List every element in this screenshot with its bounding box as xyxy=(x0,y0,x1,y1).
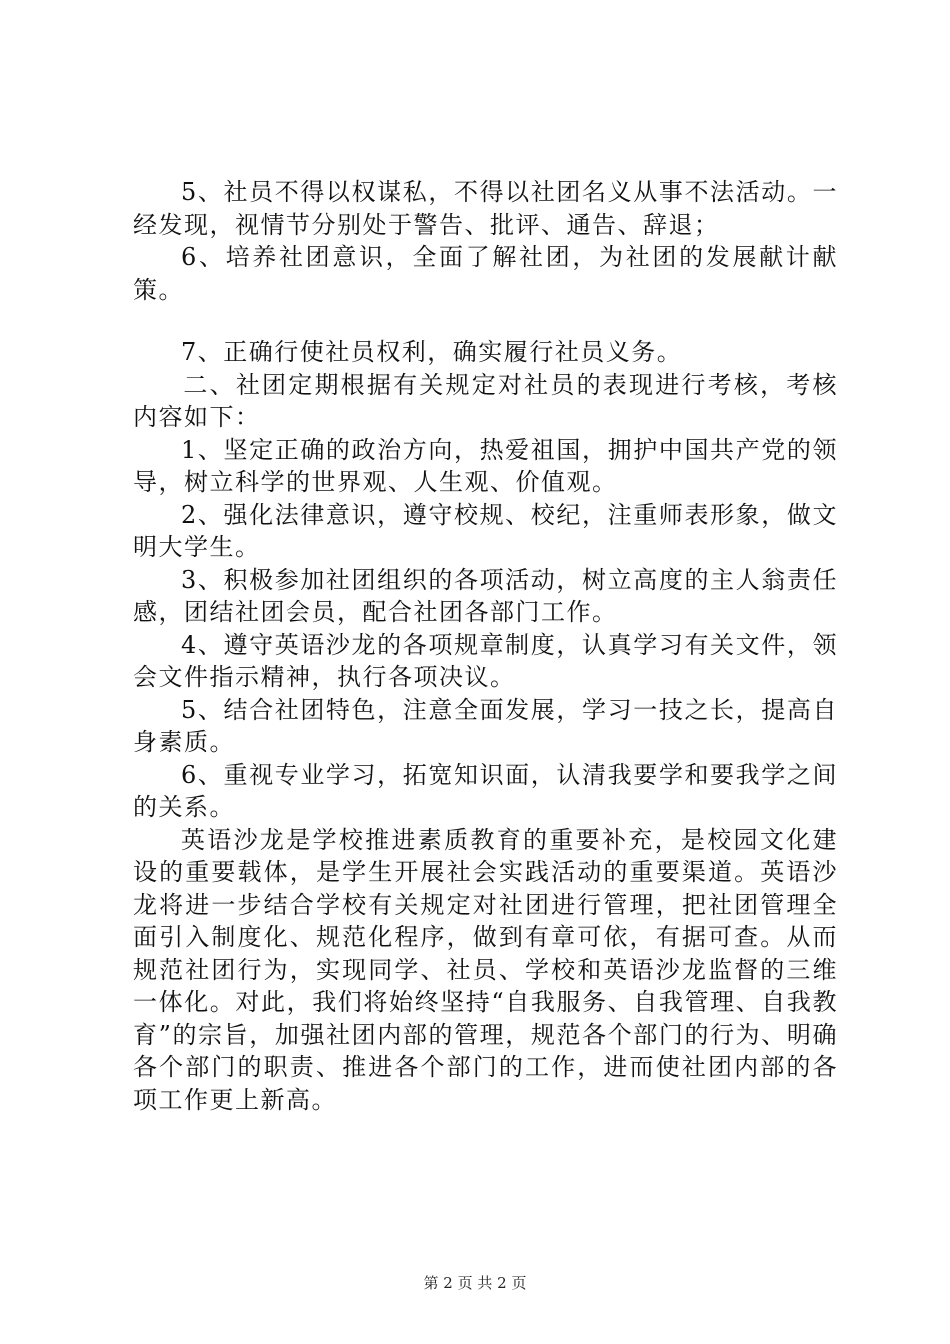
paragraph-section-two-heading: 二、社团定期根据有关规定对社员的表现进行考核，考核内容如下： xyxy=(133,370,838,431)
paragraph-assessment-6: 6、重视专业学习，拓宽知识面，认清我要学和要我学之间的关系。 xyxy=(133,760,838,821)
page-footer: 第 2 页 共 2 页 xyxy=(423,1274,527,1292)
document-body xyxy=(133,176,838,1116)
paragraph-rule-5: 5、社员不得以权谋私，不得以社团名义从事不法活动。一经发现，视情节分别处于警告、批评、通告、辞退； xyxy=(133,178,838,239)
paragraph-conclusion: 英语沙龙是学校推进素质教育的重要补充，是校园文化建设的重要载体，是学生开展社会实践活动的重要渠道。英语沙龙将进一步结合学校有关规定对社团进行管理，把社团管理全面引入制度化、规范化程序，做到有章可依，有据可查。从而规范社团行为，实现同学、社员、学校和英语沙龙监督的三维一体化。对此，我们将始终坚持“自我服务、自我管理、自我教育”的宗旨，加强社团内部的管理，规范各个部门的行为、明确各个部门的职责、推进各个部门的工作，进而使社团内部的各项工作更上新高。 xyxy=(133,825,838,1114)
paragraph-assessment-4: 4、遵守英语沙龙的各项规章制度，认真学习有关文件，领会文件指示精神，执行各项决议。 xyxy=(133,630,838,691)
paragraph-assessment-1: 1、坚定正确的政治方向，热爱祖国，拥护中国共产党的领导，树立科学的世界观、人生观、价值观。 xyxy=(133,435,838,496)
paragraph-rule-6: 6、培养社团意识，全面了解社团，为社团的发展献计献策。 xyxy=(133,243,838,304)
paragraph-assessment-2: 2、强化法律意识，遵守校规、校纪，注重师表形象，做文明大学生。 xyxy=(133,500,838,561)
paragraph-assessment-5: 5、结合社团特色，注意全面发展，学习一技之长，提高自身素质。 xyxy=(133,695,838,756)
paragraph-assessment-3: 3、积极参加社团组织的各项活动，树立高度的主人翁责任感，团结社团会员，配合社团各部门工作。 xyxy=(133,565,838,626)
paragraph-rule-7: 7、正确行使社员权利，确实履行社员义务。 xyxy=(181,338,683,366)
